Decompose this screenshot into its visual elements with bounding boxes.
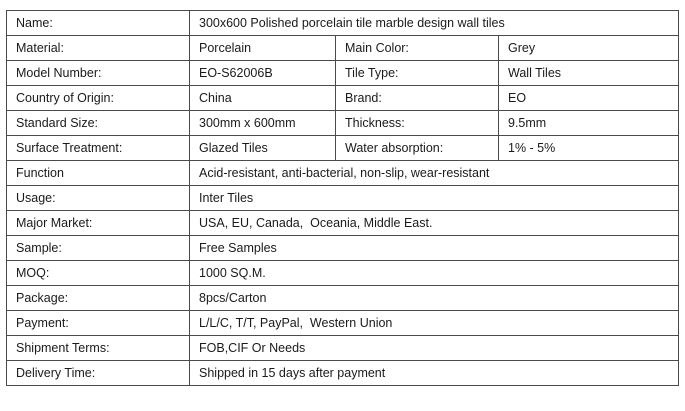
brand-label: Brand: — [336, 86, 499, 111]
row-package — [7, 286, 679, 311]
row-sample — [7, 236, 679, 261]
row-model-number — [7, 61, 679, 86]
tile-type-value: Wall Tiles — [499, 61, 679, 86]
row-delivery-time — [7, 361, 679, 386]
name-value: 300x600 Polished porcelain tile marble design wall tiles — [190, 11, 679, 36]
row-major-market — [7, 211, 679, 236]
row-surface-treatment — [7, 136, 679, 161]
function-label: Function — [7, 161, 190, 186]
delivery-time-value: Shipped in 15 days after payment — [190, 361, 679, 386]
model-number-value: EO-S62006B — [190, 61, 336, 86]
main-color-value: Grey — [499, 36, 679, 61]
thickness-label: Thickness: — [336, 111, 499, 136]
function-value: Acid-resistant, anti-bacterial, non-slip, wear-resistant — [190, 161, 679, 186]
moq-label: MOQ: — [7, 261, 190, 286]
major-market-label: Major Market: — [7, 211, 190, 236]
water-absorption-label: Water absorption: — [336, 136, 499, 161]
sample-value: Free Samples — [190, 236, 679, 261]
model-number-label: Model Number: — [7, 61, 190, 86]
shipment-terms-value: FOB,CIF Or Needs — [190, 336, 679, 361]
material-label: Material: — [7, 36, 190, 61]
package-value: 8pcs/Carton — [190, 286, 679, 311]
row-country-of-origin — [7, 86, 679, 111]
row-function — [7, 161, 679, 186]
thickness-value: 9.5mm — [499, 111, 679, 136]
usage-value: Inter Tiles — [190, 186, 679, 211]
tile-type-label: Tile Type: — [336, 61, 499, 86]
brand-value: EO — [499, 86, 679, 111]
delivery-time-label: Delivery Time: — [7, 361, 190, 386]
row-shipment-terms — [7, 336, 679, 361]
row-moq — [7, 261, 679, 286]
water-absorption-value: 1% - 5% — [499, 136, 679, 161]
package-label: Package: — [7, 286, 190, 311]
surface-treatment-value: Glazed Tiles — [190, 136, 336, 161]
country-of-origin-value: China — [190, 86, 336, 111]
row-name — [7, 11, 679, 36]
standard-size-label: Standard Size: — [7, 111, 190, 136]
payment-value: L/L/C, T/T, PayPal, Western Union — [190, 311, 679, 336]
payment-label: Payment: — [7, 311, 190, 336]
surface-treatment-label: Surface Treatment: — [7, 136, 190, 161]
main-color-label: Main Color: — [336, 36, 499, 61]
product-spec-table — [6, 10, 679, 386]
sample-label: Sample: — [7, 236, 190, 261]
country-of-origin-label: Country of Origin: — [7, 86, 190, 111]
standard-size-value: 300mm x 600mm — [190, 111, 336, 136]
row-standard-size — [7, 111, 679, 136]
moq-value: 1000 SQ.M. — [190, 261, 679, 286]
row-payment — [7, 311, 679, 336]
shipment-terms-label: Shipment Terms: — [7, 336, 190, 361]
name-label: Name: — [7, 11, 190, 36]
major-market-value: USA, EU, Canada, Oceania, Middle East. — [190, 211, 679, 236]
material-value: Porcelain — [190, 36, 336, 61]
row-usage — [7, 186, 679, 211]
usage-label: Usage: — [7, 186, 190, 211]
row-material — [7, 36, 679, 61]
